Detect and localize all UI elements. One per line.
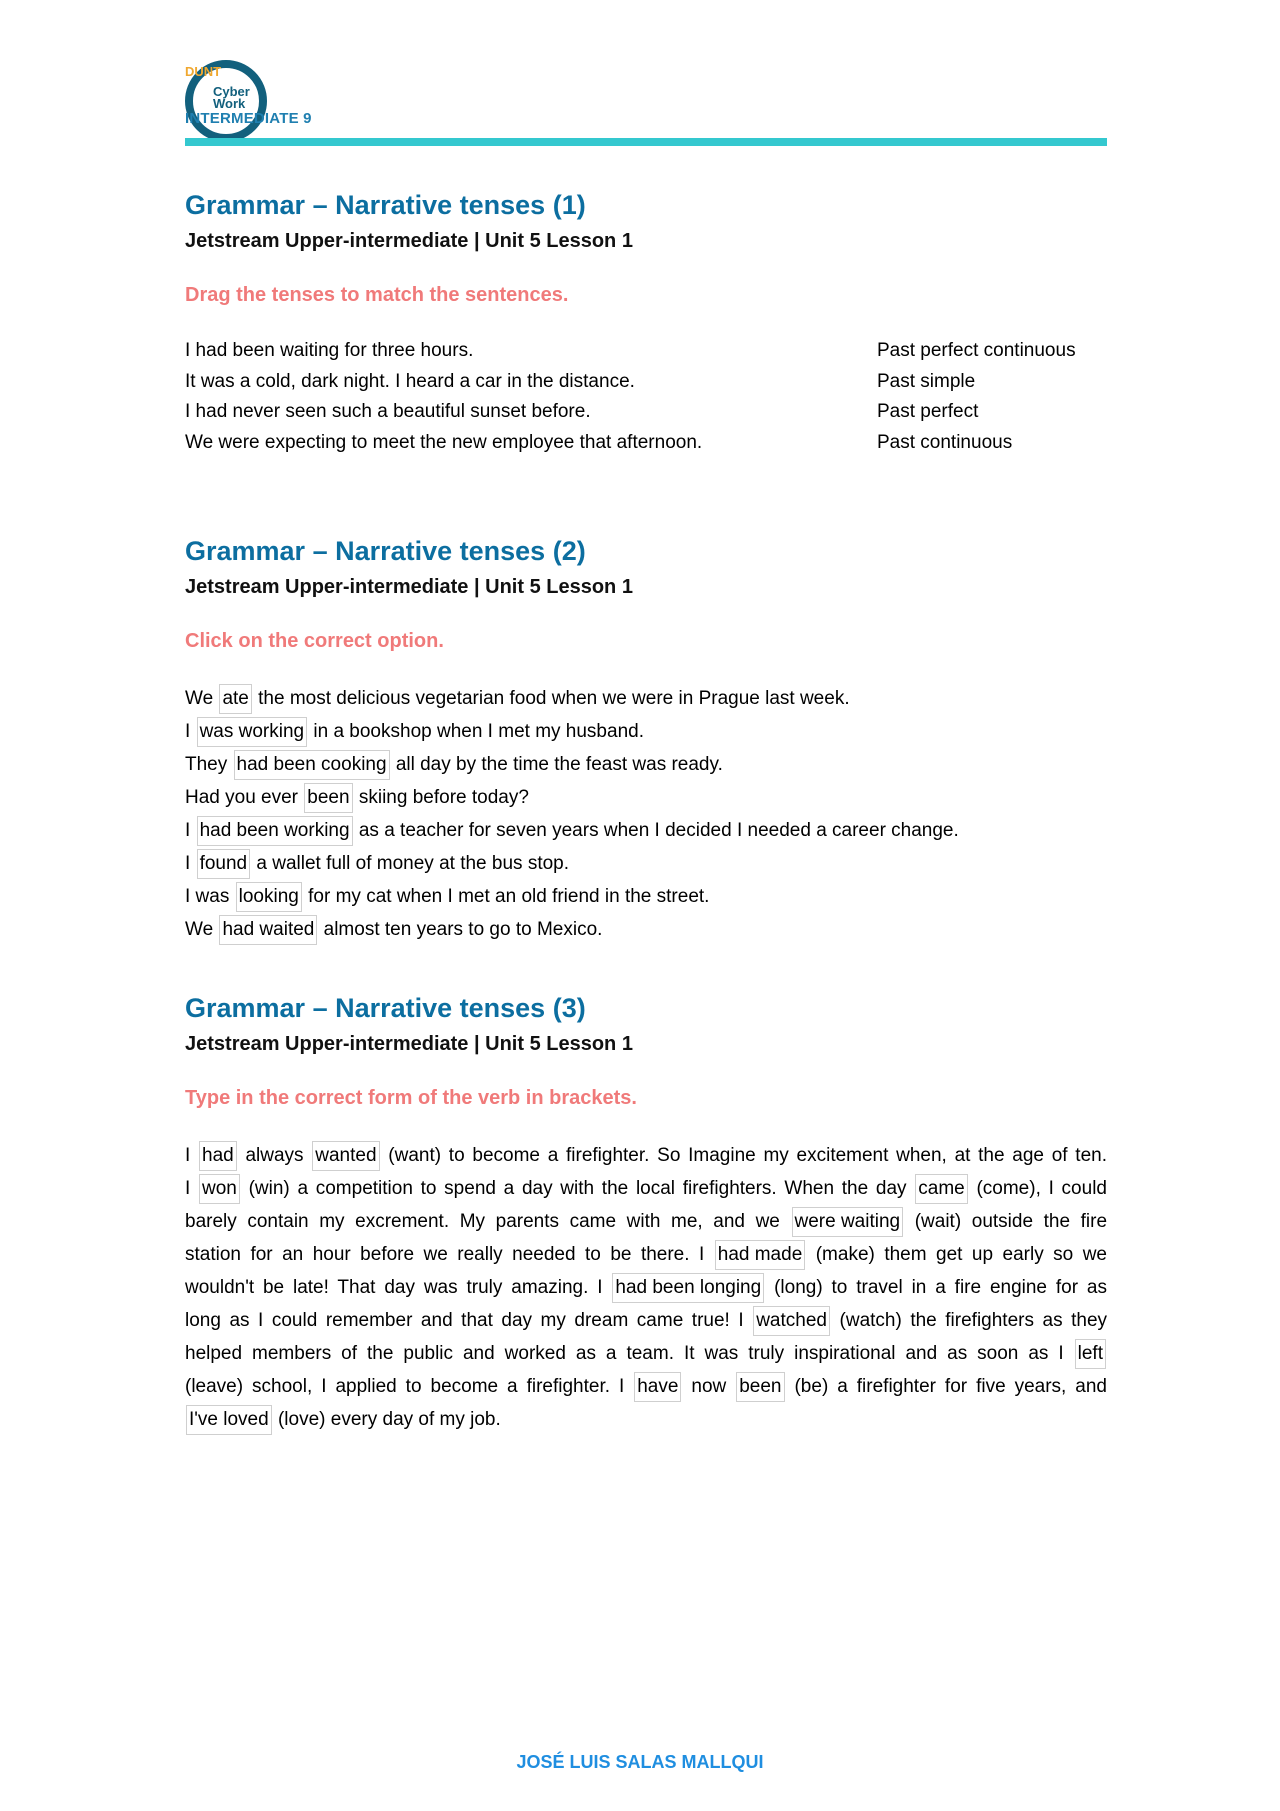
header-tag: DUNT [185, 64, 222, 79]
line-text: (wait) outside the fire [914, 1211, 1108, 1232]
answer-input[interactable]: have [634, 1372, 681, 1402]
answer-input[interactable]: had made [715, 1240, 806, 1270]
line-text: skiing before today? [358, 787, 529, 808]
line-text: I [185, 1178, 191, 1199]
line-text: (watch) the firefighters as they [839, 1310, 1108, 1331]
sentence-column [185, 336, 702, 458]
section-subtitle: Jetstream Upper-intermediate | Unit 5 Lesson 1 [185, 1033, 633, 1055]
line-text: (come), I could [976, 1178, 1107, 1199]
page-footer-author: JOSÉ LUIS SALAS MALLQUI [516, 1752, 764, 1772]
answer-option[interactable]: ate [219, 684, 251, 714]
click-exercise [185, 682, 1107, 946]
line-text: as a teacher for seven years when I decided I needed a career change. [358, 820, 959, 841]
header-level: INTERMEDIATE 9 [185, 110, 312, 127]
line-text: station for an hour before we really needed to be there. I [185, 1244, 705, 1265]
section-subtitle: Jetstream Upper-intermediate | Unit 5 Lesson 1 [185, 230, 633, 252]
answer-input[interactable]: were waiting [792, 1207, 904, 1237]
answer-input[interactable]: had [199, 1141, 237, 1171]
sentence-item: I had never seen such a beautiful sunset before. [185, 401, 591, 422]
line-text: (leave) school, I applied to become a firefighter. I [185, 1376, 625, 1397]
line-text: almost ten years to go to Mexico. [323, 919, 603, 940]
answer-input[interactable]: left [1075, 1339, 1106, 1369]
answer-option[interactable]: found [197, 849, 251, 879]
line-text: barely contain my excrement. My parents came with me, and we [185, 1211, 780, 1232]
line-text: (long) to travel in a fire engine for as [774, 1277, 1107, 1298]
section-subtitle: Jetstream Upper-intermediate | Unit 5 Lesson 1 [185, 576, 633, 598]
answer-input[interactable]: I've loved [186, 1405, 272, 1435]
line-text: now [691, 1376, 727, 1397]
line-text: in a bookshop when I met my husband. [313, 721, 644, 742]
paragraph-line [185, 1205, 1107, 1238]
section-narrative-tenses-2 [185, 534, 1107, 946]
answer-input[interactable]: came [915, 1174, 967, 1204]
answer-option[interactable]: looking [236, 882, 302, 912]
line-text: wouldn't be late! That day was truly amazing. I [185, 1277, 603, 1298]
line-text: always [245, 1145, 304, 1166]
line-text: (be) a firefighter for five years, and [794, 1376, 1108, 1397]
exercise-line [185, 781, 1107, 814]
line-text: We [185, 688, 214, 709]
draggable-tense[interactable]: Past simple [877, 370, 976, 392]
exercise-line [185, 748, 1107, 781]
exercise-line [185, 715, 1107, 748]
line-text: Had you ever [185, 787, 299, 808]
tense-column [877, 336, 1076, 458]
paragraph-line [185, 1337, 1107, 1370]
paragraph-line [185, 1271, 1107, 1304]
section-instruction: Click on the correct option. [185, 630, 444, 652]
line-text: for my cat when I met an old friend in the street. [308, 886, 710, 907]
line-text: helped members of the public and worked as a team. It was truly inspirational and as soon as I [185, 1343, 1064, 1364]
gap-fill-paragraph [185, 1139, 1107, 1436]
line-text: I [185, 853, 191, 874]
line-text: (love) every day of my job. [277, 1409, 501, 1430]
sentence-item: I had been waiting for three hours. [185, 340, 474, 361]
answer-option[interactable]: had waited [219, 915, 317, 945]
paragraph-line [185, 1370, 1107, 1403]
paragraph-line [185, 1139, 1107, 1172]
match-exercise [185, 336, 1107, 458]
exercise-line [185, 880, 1107, 913]
line-text: (win) a competition to spend a day with the local firefighters. When the day [248, 1178, 907, 1199]
paragraph-line [185, 1304, 1107, 1337]
line-text: (want) to become a firefighter. So Imagine my excitement when, at the age of ten. [388, 1145, 1107, 1166]
section-instruction: Type in the correct form of the verb in brackets. [185, 1087, 637, 1109]
answer-option[interactable]: had been working [197, 816, 353, 846]
paragraph-line [185, 1403, 1107, 1436]
paragraph-line [185, 1238, 1107, 1271]
section-instruction: Drag the tenses to match the sentences. [185, 284, 569, 306]
answer-input[interactable]: been [736, 1372, 784, 1402]
section-title: Grammar – Narrative tenses (2) [185, 536, 586, 566]
logo-text: Cyber Work [213, 84, 250, 111]
line-text: I [185, 820, 191, 841]
draggable-tense[interactable]: Past continuous [877, 431, 1013, 453]
line-text: They [185, 754, 228, 775]
sentence-item: It was a cold, dark night. I heard a car in the distance. [185, 370, 635, 392]
sentence-item: We were expecting to meet the new employee that afternoon. [185, 431, 703, 453]
header-divider [185, 138, 1107, 146]
draggable-tense[interactable]: Past perfect [877, 401, 979, 422]
line-text: a wallet full of money at the bus stop. [256, 853, 570, 874]
line-text: all day by the time the feast was ready. [395, 754, 723, 775]
answer-option[interactable]: been [304, 783, 352, 813]
answer-option[interactable]: had been cooking [234, 750, 390, 780]
exercise-line [185, 913, 1107, 946]
answer-input[interactable]: wanted [312, 1141, 379, 1171]
answer-option[interactable]: was working [197, 717, 308, 747]
line-text: We [185, 919, 214, 940]
paragraph-line [185, 1172, 1107, 1205]
section-narrative-tenses-1 [185, 188, 1107, 458]
answer-input[interactable]: watched [753, 1306, 830, 1336]
section-title: Grammar – Narrative tenses (3) [185, 993, 586, 1023]
line-text: I [185, 721, 191, 742]
line-text: I [185, 1145, 191, 1166]
answer-input[interactable]: had been longing [612, 1273, 764, 1303]
line-text: long as I could remember and that day my dream came true! I [185, 1310, 744, 1331]
exercise-line [185, 847, 1107, 880]
answer-input[interactable]: won [199, 1174, 240, 1204]
exercise-line [185, 682, 1107, 715]
section-narrative-tenses-3 [185, 991, 1107, 1436]
section-title: Grammar – Narrative tenses (1) [185, 190, 586, 220]
exercise-line [185, 814, 1107, 847]
line-text: I was [185, 886, 230, 907]
page-header [185, 60, 1107, 150]
line-text: the most delicious vegetarian food when we were in Prague last week. [258, 688, 850, 709]
line-text: (make) them get up early so we [815, 1244, 1107, 1265]
draggable-tense[interactable]: Past perfect continuous [877, 340, 1076, 361]
